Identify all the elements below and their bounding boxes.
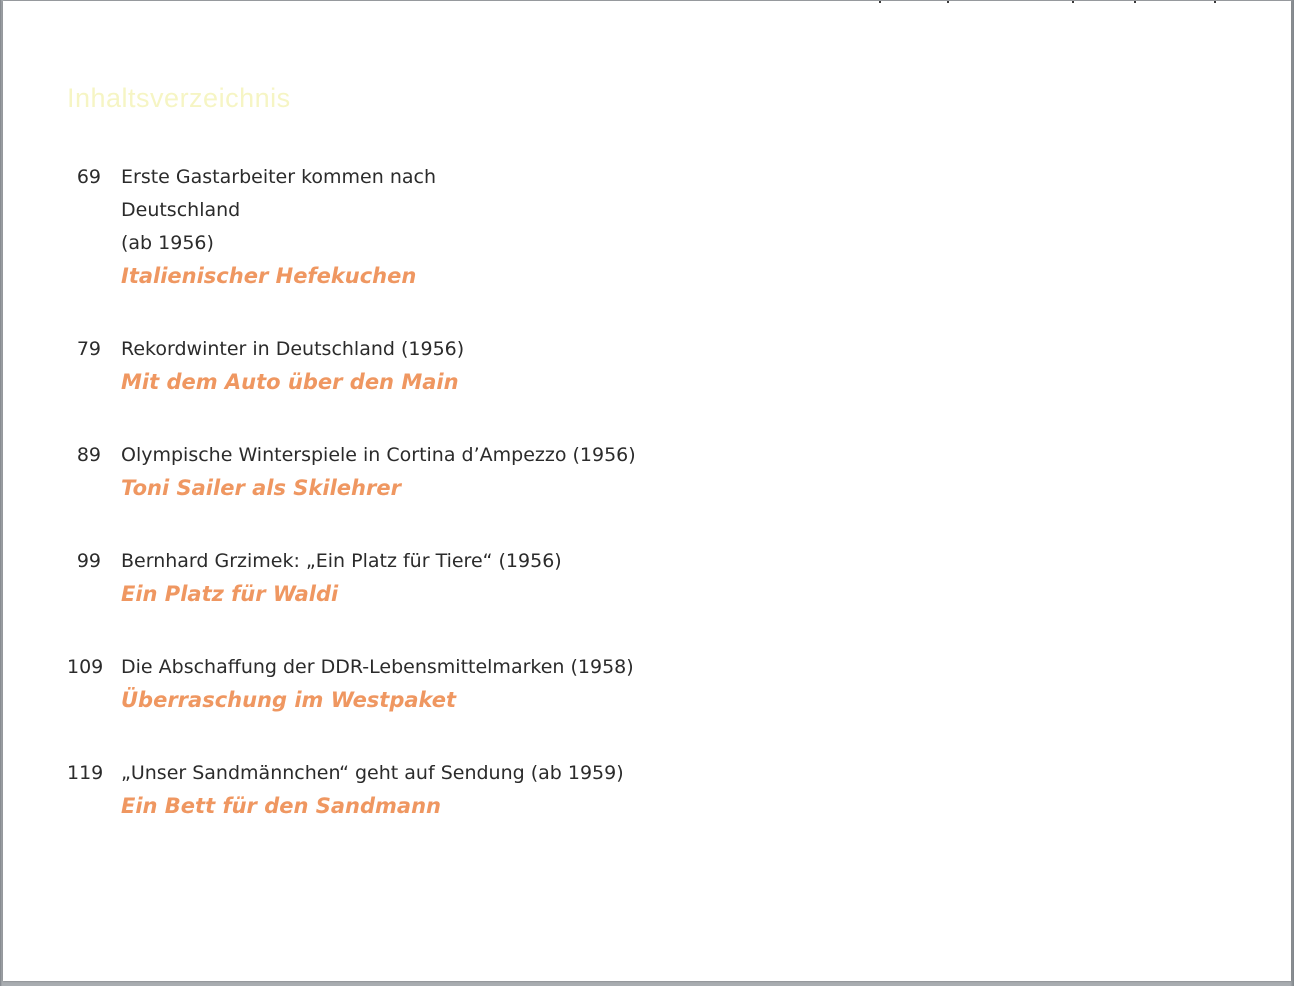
toc-page-number: 79 (76, 338, 101, 360)
toc-story-title: Überraschung im Westpaket (121, 688, 457, 712)
toc-story-title: Italienischer Hefekuchen (121, 264, 417, 288)
toc-event-text: „Unser Sandmännchen“ geht auf Sendung (ab 1959) (121, 762, 624, 784)
toc-story-title: Ein Bett für den Sandmann (121, 794, 441, 818)
toc-entry (67, 757, 767, 823)
toc-page-number: 109 (67, 656, 104, 678)
toc-story-title: Ein Platz für Waldi (121, 582, 339, 606)
toc-page-number: 119 (67, 762, 104, 784)
toc-entry (67, 439, 767, 505)
page-title: Inhaltsverzeichnis (67, 83, 291, 113)
toc-event-text: Die Abschaffung der DDR-Lebensmittelmarken (1958) (121, 656, 634, 678)
toc-event-text: Erste Gastarbeiter kommen nach Deutschland (ab 1956) (121, 166, 436, 254)
toc-entry (67, 161, 767, 293)
toc-page-number: 89 (76, 444, 101, 466)
previous-page-edge (829, 1, 1219, 4)
toc-entry (67, 333, 767, 399)
toc-event-text: Rekordwinter in Deutschland (1956) (121, 338, 465, 360)
toc-story-title: Toni Sailer als Skilehrer (121, 476, 401, 500)
toc-list (67, 161, 767, 863)
document-page (3, 1, 1291, 981)
toc-event-text: Olympische Winterspiele in Cortina d’Ampezzo (1956) (121, 444, 636, 466)
toc-event-text: Bernhard Grzimek: „Ein Platz für Tiere“ (1956) (121, 550, 562, 572)
toc-entry (67, 651, 767, 717)
toc-page-number: 69 (76, 166, 101, 188)
toc-page-number: 99 (76, 550, 101, 572)
toc-story-title: Mit dem Auto über den Main (121, 370, 459, 394)
toc-entry (67, 545, 767, 611)
